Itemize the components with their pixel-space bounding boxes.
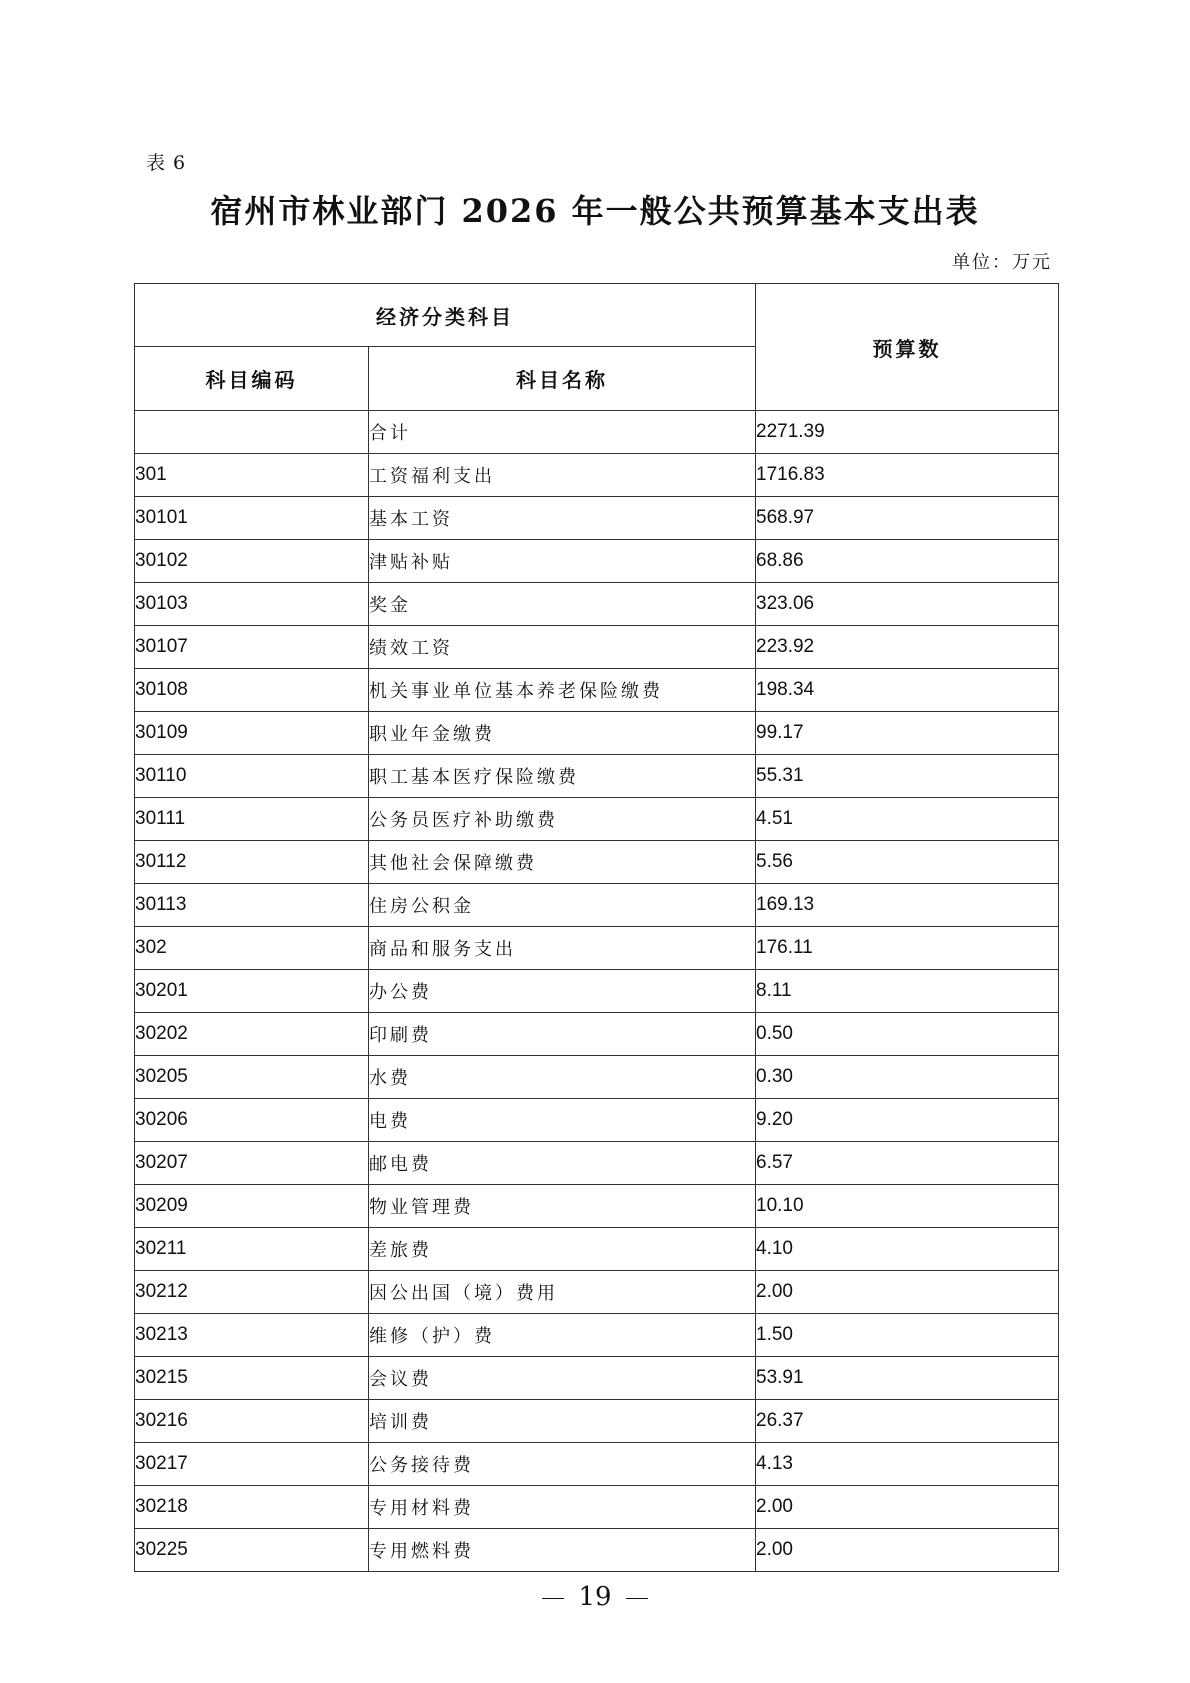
table-row bbox=[135, 1486, 1059, 1529]
name-cell: 工资福利支出 bbox=[369, 454, 756, 497]
amount-cell: 4.13 bbox=[756, 1443, 1059, 1486]
name-cell: 津贴补贴 bbox=[369, 540, 756, 583]
name-cell: 物业管理费 bbox=[369, 1185, 756, 1228]
budget-amount-header: 预算数 bbox=[756, 284, 1059, 411]
amount-cell: 568.97 bbox=[756, 497, 1059, 540]
code-cell: 30101 bbox=[135, 497, 369, 540]
amount-cell: 169.13 bbox=[756, 884, 1059, 927]
table-row bbox=[135, 1228, 1059, 1271]
code-cell: 30102 bbox=[135, 540, 369, 583]
table-row bbox=[135, 411, 1059, 454]
amount-cell: 198.34 bbox=[756, 669, 1059, 712]
table-number-label: 表 6 bbox=[146, 152, 187, 174]
code-cell: 30206 bbox=[135, 1099, 369, 1142]
code-cell: 30103 bbox=[135, 583, 369, 626]
amount-cell: 53.91 bbox=[756, 1357, 1059, 1400]
table-row bbox=[135, 1271, 1059, 1314]
table-row bbox=[135, 626, 1059, 669]
amount-cell: 1716.83 bbox=[756, 454, 1059, 497]
name-cell: 水费 bbox=[369, 1056, 756, 1099]
code-cell: 30215 bbox=[135, 1357, 369, 1400]
table-row bbox=[135, 1099, 1059, 1142]
amount-cell: 55.31 bbox=[756, 755, 1059, 798]
amount-cell: 99.17 bbox=[756, 712, 1059, 755]
name-cell: 奖金 bbox=[369, 583, 756, 626]
amount-cell: 68.86 bbox=[756, 540, 1059, 583]
table-row bbox=[135, 712, 1059, 755]
amount-cell: 0.30 bbox=[756, 1056, 1059, 1099]
budget-table bbox=[134, 283, 1059, 1572]
code-cell: 30109 bbox=[135, 712, 369, 755]
code-cell: 30108 bbox=[135, 669, 369, 712]
amount-cell: 223.92 bbox=[756, 626, 1059, 669]
code-cell: 30201 bbox=[135, 970, 369, 1013]
code-cell: 30107 bbox=[135, 626, 369, 669]
name-cell: 合计 bbox=[369, 411, 756, 454]
page-number-right-dash bbox=[626, 1598, 648, 1599]
table-row bbox=[135, 1314, 1059, 1357]
table-row bbox=[135, 1185, 1059, 1228]
amount-cell: 4.51 bbox=[756, 798, 1059, 841]
table-row bbox=[135, 583, 1059, 626]
code-cell: 30211 bbox=[135, 1228, 369, 1271]
code-cell: 30111 bbox=[135, 798, 369, 841]
table-row bbox=[135, 884, 1059, 927]
table-row bbox=[135, 454, 1059, 497]
code-cell: 30110 bbox=[135, 755, 369, 798]
table-row bbox=[135, 1056, 1059, 1099]
unit-label: 单位：万元 bbox=[952, 252, 1052, 273]
code-cell: 30213 bbox=[135, 1314, 369, 1357]
code-cell: 30216 bbox=[135, 1400, 369, 1443]
amount-cell: 2271.39 bbox=[756, 411, 1059, 454]
code-cell: 30212 bbox=[135, 1271, 369, 1314]
page-number-left-dash bbox=[542, 1598, 564, 1599]
name-cell: 商品和服务支出 bbox=[369, 927, 756, 970]
page-number bbox=[0, 1582, 1190, 1612]
code-cell: 301 bbox=[135, 454, 369, 497]
code-cell: 30209 bbox=[135, 1185, 369, 1228]
table-row bbox=[135, 669, 1059, 712]
name-cell: 公务员医疗补助缴费 bbox=[369, 798, 756, 841]
name-cell: 职业年金缴费 bbox=[369, 712, 756, 755]
table-row bbox=[135, 540, 1059, 583]
name-cell: 电费 bbox=[369, 1099, 756, 1142]
amount-cell: 6.57 bbox=[756, 1142, 1059, 1185]
amount-cell: 176.11 bbox=[756, 927, 1059, 970]
code-cell: 302 bbox=[135, 927, 369, 970]
subject-name-header: 科目名称 bbox=[369, 347, 756, 411]
table-row bbox=[135, 798, 1059, 841]
code-cell bbox=[135, 411, 369, 454]
name-cell: 住房公积金 bbox=[369, 884, 756, 927]
name-cell: 印刷费 bbox=[369, 1013, 756, 1056]
name-cell: 专用燃料费 bbox=[369, 1529, 756, 1572]
table-row bbox=[135, 1357, 1059, 1400]
name-cell: 公务接待费 bbox=[369, 1443, 756, 1486]
table-row bbox=[135, 841, 1059, 884]
name-cell: 邮电费 bbox=[369, 1142, 756, 1185]
amount-cell: 8.11 bbox=[756, 970, 1059, 1013]
code-cell: 30225 bbox=[135, 1529, 369, 1572]
table-row bbox=[135, 1443, 1059, 1486]
name-cell: 基本工资 bbox=[369, 497, 756, 540]
code-cell: 30202 bbox=[135, 1013, 369, 1056]
amount-cell: 10.10 bbox=[756, 1185, 1059, 1228]
subject-code-header: 科目编码 bbox=[135, 347, 369, 411]
amount-cell: 2.00 bbox=[756, 1529, 1059, 1572]
table-row bbox=[135, 1013, 1059, 1056]
name-cell: 职工基本医疗保险缴费 bbox=[369, 755, 756, 798]
code-cell: 30205 bbox=[135, 1056, 369, 1099]
code-cell: 30113 bbox=[135, 884, 369, 927]
amount-cell: 9.20 bbox=[756, 1099, 1059, 1142]
code-cell: 30218 bbox=[135, 1486, 369, 1529]
code-cell: 30217 bbox=[135, 1443, 369, 1486]
amount-cell: 5.56 bbox=[756, 841, 1059, 884]
amount-cell: 323.06 bbox=[756, 583, 1059, 626]
name-cell: 绩效工资 bbox=[369, 626, 756, 669]
name-cell: 机关事业单位基本养老保险缴费 bbox=[369, 669, 756, 712]
code-cell: 30112 bbox=[135, 841, 369, 884]
table-row bbox=[135, 1400, 1059, 1443]
name-cell: 培训费 bbox=[369, 1400, 756, 1443]
table-body bbox=[135, 411, 1059, 1572]
table-row bbox=[135, 755, 1059, 798]
name-cell: 会议费 bbox=[369, 1357, 756, 1400]
code-cell: 30207 bbox=[135, 1142, 369, 1185]
table-row bbox=[135, 927, 1059, 970]
economic-classification-header: 经济分类科目 bbox=[135, 284, 756, 347]
amount-cell: 1.50 bbox=[756, 1314, 1059, 1357]
name-cell: 办公费 bbox=[369, 970, 756, 1013]
name-cell: 专用材料费 bbox=[369, 1486, 756, 1529]
table-row bbox=[135, 970, 1059, 1013]
page-number-value: 19 bbox=[578, 1582, 612, 1612]
amount-cell: 4.10 bbox=[756, 1228, 1059, 1271]
table-row bbox=[135, 497, 1059, 540]
name-cell: 其他社会保障缴费 bbox=[369, 841, 756, 884]
amount-cell: 2.00 bbox=[756, 1486, 1059, 1529]
page-title: 宿州市林业部门 2026 年一般公共预算基本支出表 bbox=[210, 192, 980, 230]
table-row bbox=[135, 1529, 1059, 1572]
amount-cell: 2.00 bbox=[756, 1271, 1059, 1314]
name-cell: 差旅费 bbox=[369, 1228, 756, 1271]
amount-cell: 26.37 bbox=[756, 1400, 1059, 1443]
name-cell: 维修（护）费 bbox=[369, 1314, 756, 1357]
name-cell: 因公出国（境）费用 bbox=[369, 1271, 756, 1314]
table-row bbox=[135, 1142, 1059, 1185]
amount-cell: 0.50 bbox=[756, 1013, 1059, 1056]
